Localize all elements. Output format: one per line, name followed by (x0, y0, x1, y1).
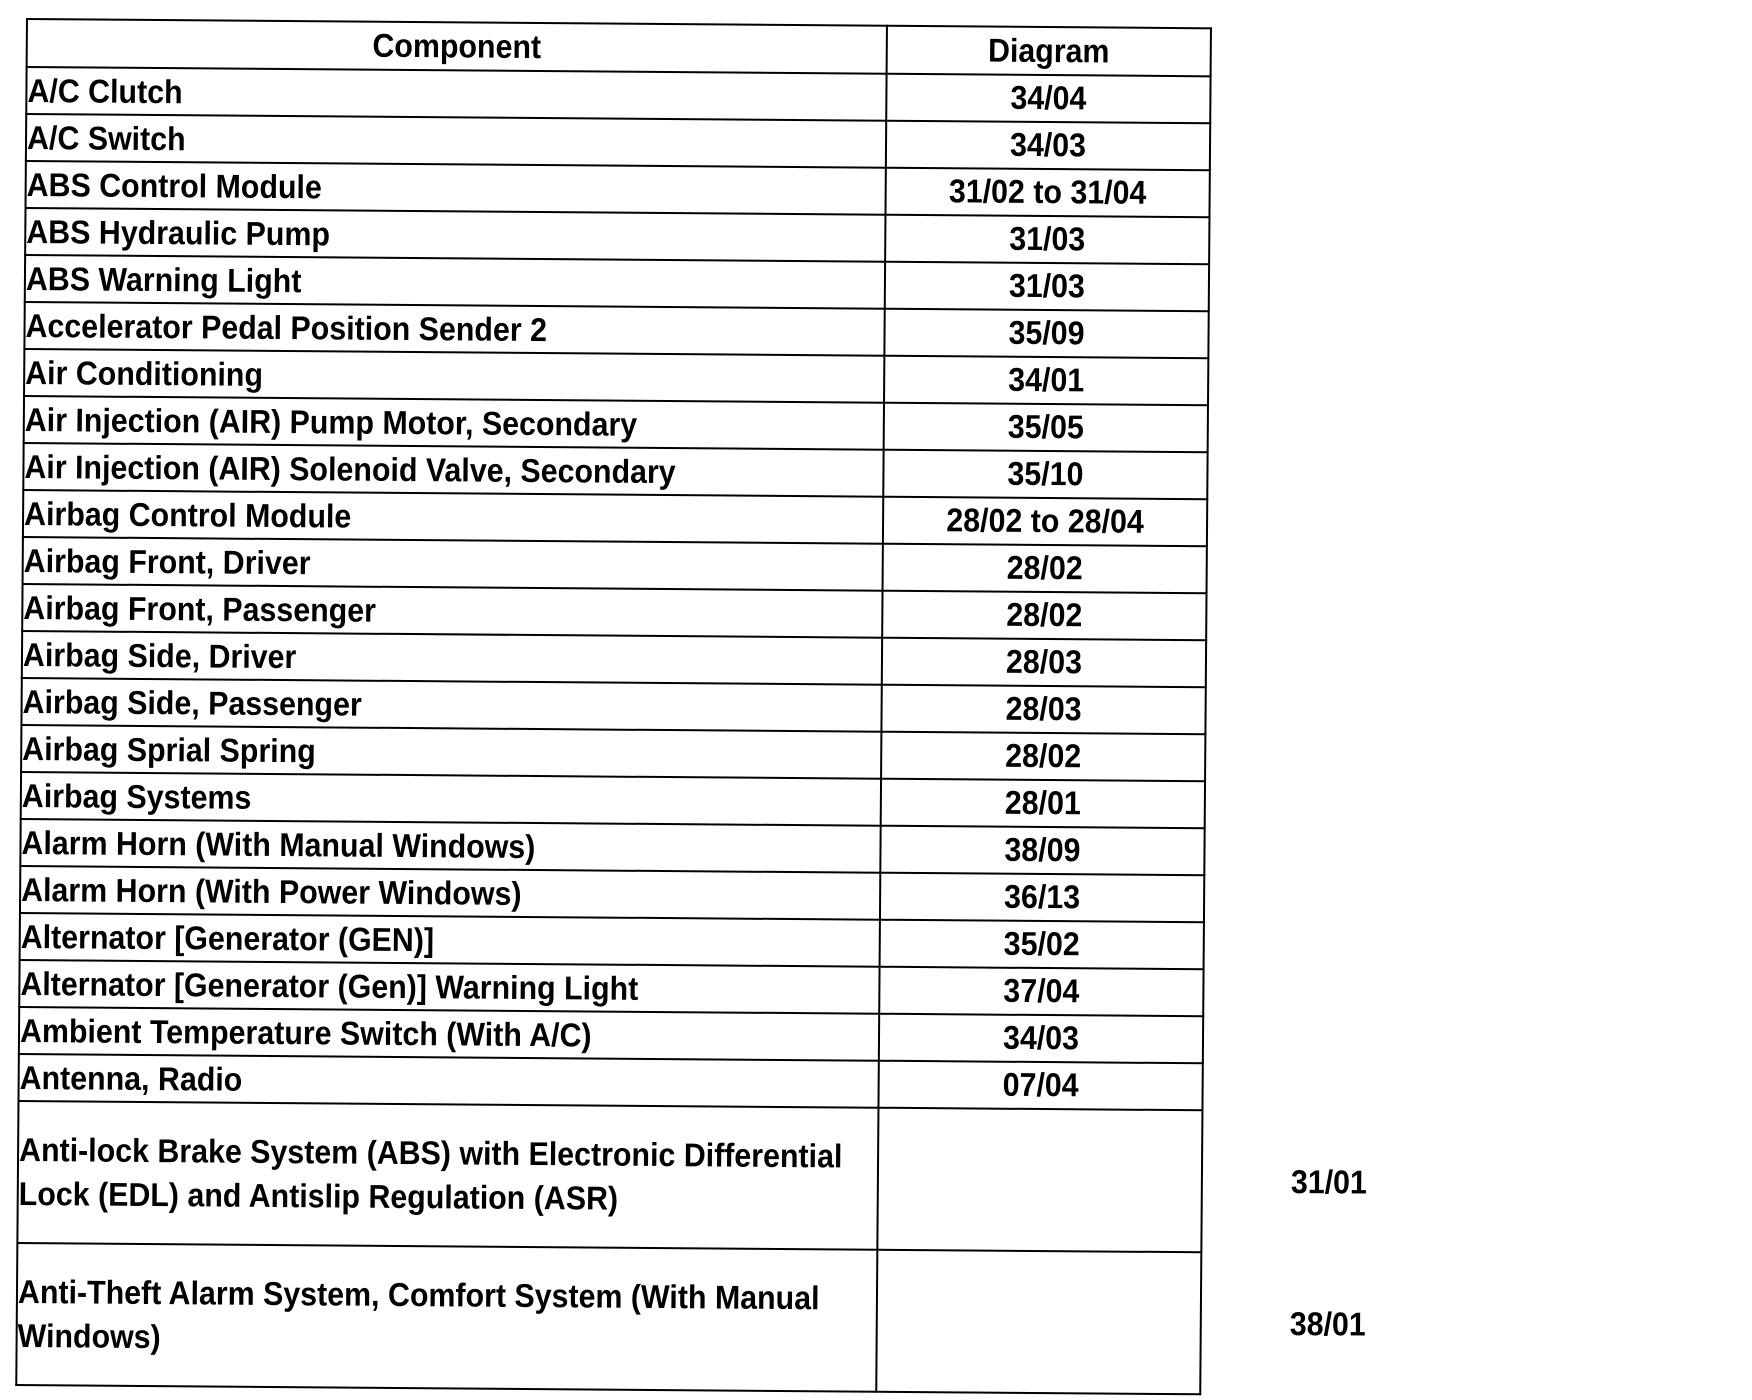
component-cell: Airbag Front, Driver (23, 537, 883, 591)
diagram-cell: 31/03 (885, 262, 1209, 312)
component-cell: Antenna, Radio (18, 1054, 878, 1108)
component-cell: Alarm Horn (With Power Windows) (20, 866, 880, 920)
diagram-cell: 07/04 (878, 1061, 1202, 1111)
component-cell: ABS Hydraulic Pump (25, 208, 885, 262)
component-cell: ABS Control Module (26, 161, 886, 215)
component-cell: Airbag Systems (21, 772, 881, 826)
component-index-document (15, 18, 1368, 1395)
table-row (17, 1101, 1202, 1252)
component-cell: Airbag Side, Passenger (21, 678, 881, 732)
diagram-cell: 36/13 (880, 873, 1204, 923)
diagram-cell: 28/02 (882, 591, 1206, 641)
diagram-cell: 35/09 (884, 309, 1208, 359)
component-cell: Ambient Temperature Switch (With A/C) (19, 1007, 879, 1061)
component-cell: Airbag Control Module (23, 490, 883, 544)
diagram-cell: 28/03 (881, 685, 1205, 735)
component-cell: A/C Clutch (26, 67, 886, 121)
component-cell: A/C Switch (26, 114, 886, 168)
component-cell: ABS Warning Light (25, 255, 885, 309)
component-column-header: Component (27, 19, 887, 74)
component-cell: Alarm Horn (With Manual Windows) (20, 819, 880, 873)
diagram-cell: 28/02 (881, 732, 1205, 782)
component-cell: Alternator [Generator (Gen)] Warning Light (19, 960, 879, 1014)
diagram-cell: 28/03 (882, 638, 1206, 688)
table-row (16, 1243, 1201, 1394)
diagram-cell: 34/03 (886, 121, 1210, 171)
component-cell: Air Injection (AIR) Pump Motor, Secondary (24, 396, 884, 450)
diagram-cell: 34/01 (884, 356, 1208, 406)
diagram-cell: 35/05 (884, 403, 1208, 453)
diagram-cell: 28/02 to 28/04 (883, 497, 1207, 547)
component-cell: Accelerator Pedal Position Sender 2 (24, 302, 884, 356)
component-cell: Air Conditioning (24, 349, 884, 403)
diagram-cell: 34/03 (879, 1014, 1203, 1064)
component-cell: Airbag Front, Passenger (22, 584, 882, 638)
component-cell: Air Injection (AIR) Solenoid Valve, Secondary (23, 443, 883, 497)
diagram-cell: 31/01 (877, 1108, 1202, 1253)
diagram-cell: 28/01 (881, 779, 1205, 829)
component-cell: Airbag Sprial Spring (21, 725, 881, 779)
diagram-cell: 37/04 (879, 967, 1203, 1017)
diagram-cell: 38/09 (880, 826, 1204, 876)
diagram-cell: 31/03 (885, 215, 1209, 265)
component-cell: Anti-Theft Alarm System, Comfort System (With Manual Windows) (16, 1243, 877, 1392)
diagram-cell: 38/01 (876, 1250, 1201, 1395)
diagram-cell: 34/04 (886, 74, 1210, 124)
component-cell: Alternator [Generator (GEN)] (20, 913, 880, 967)
component-cell: Airbag Side, Driver (22, 631, 882, 685)
component-cell: Anti-lock Brake System (ABS) with Electronic Differential Lock (EDL) and Antislip Regulation (ASR) (17, 1101, 878, 1250)
diagram-cell: 28/02 (883, 544, 1207, 594)
component-diagram-table (15, 18, 1368, 1395)
diagram-cell: 31/02 to 31/04 (885, 168, 1209, 218)
diagram-cell: 35/02 (880, 920, 1204, 970)
diagram-column-header: Diagram (887, 26, 1211, 77)
diagram-cell: 35/10 (883, 450, 1207, 500)
